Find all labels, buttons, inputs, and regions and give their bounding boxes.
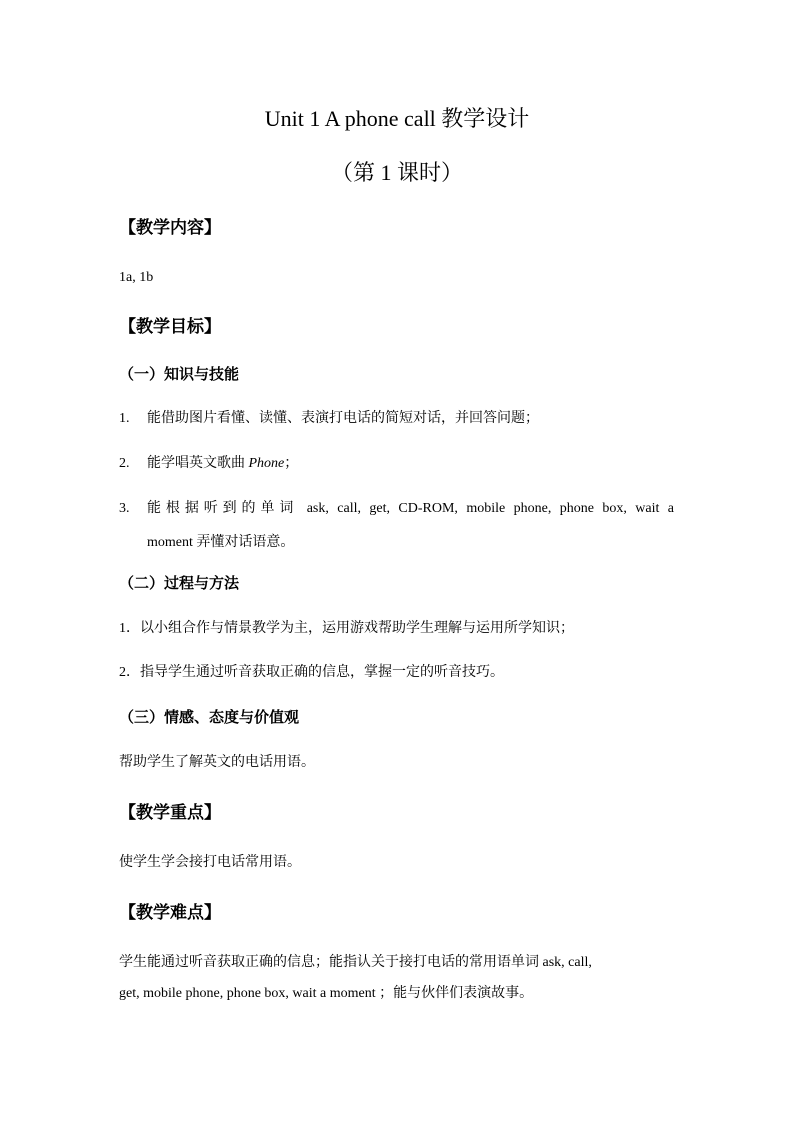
knowledge-item-3-continuation: moment 弄懂对话语意。 bbox=[147, 535, 295, 550]
list-number: 1． bbox=[119, 621, 140, 636]
key-points-text: 使学生学会接打电话常用语。 bbox=[119, 855, 301, 870]
song-title: Phone bbox=[248, 456, 285, 471]
list-item-text: 以小组合作与情景教学为主，运用游戏帮助学生理解与运用所学知识； bbox=[140, 621, 574, 636]
document-subtitle: （第 1 课时） bbox=[330, 160, 463, 185]
difficult-points-line-1: 学生能通过听音获取正确的信息；能指认关于接打电话的常用语单词 ask, call, bbox=[119, 955, 592, 970]
knowledge-item-3 bbox=[119, 502, 674, 516]
emotion-text: 帮助学生了解英文的电话用语。 bbox=[119, 755, 315, 770]
process-item-1 bbox=[119, 622, 674, 636]
list-item-text: 能学唱英文歌曲 bbox=[147, 456, 249, 471]
process-heading: （二）过程与方法 bbox=[119, 576, 240, 592]
list-item-punct: ； bbox=[284, 456, 299, 471]
list-number: 2． bbox=[119, 665, 140, 680]
knowledge-item-1 bbox=[119, 412, 674, 426]
document-title: Unit 1 A phone call 教学设计 bbox=[264, 106, 530, 131]
list-number: 3. bbox=[119, 501, 130, 516]
content-heading: 【教学内容】 bbox=[119, 218, 221, 237]
list-number: 1. bbox=[119, 411, 130, 426]
emotion-heading: （三）情感、态度与价值观 bbox=[119, 710, 300, 726]
knowledge-item-2 bbox=[119, 457, 674, 471]
list-number: 2. bbox=[119, 456, 130, 471]
objectives-heading: 【教学目标】 bbox=[119, 317, 221, 336]
list-item-text: 能根据听到的单词 ask, call, get, CD-ROM, mobile phone, phone box, wait a bbox=[147, 501, 674, 516]
process-item-2 bbox=[119, 666, 674, 680]
difficult-points-line-2: get, mobile phone, phone box, wait a moment ；能与伙伴们表演故事。 bbox=[119, 986, 534, 1001]
list-item-text: 指导学生通过听音获取正确的信息，掌握一定的听音技巧。 bbox=[140, 665, 504, 680]
difficult-points-heading: 【教学难点】 bbox=[119, 903, 221, 922]
knowledge-heading: （一）知识与技能 bbox=[119, 367, 240, 383]
list-item-text: 能借助图片看懂、读懂、表演打电话的简短对话，并回答问题； bbox=[147, 411, 539, 426]
content-text: 1a, 1b bbox=[119, 270, 154, 285]
key-points-heading: 【教学重点】 bbox=[119, 803, 221, 822]
